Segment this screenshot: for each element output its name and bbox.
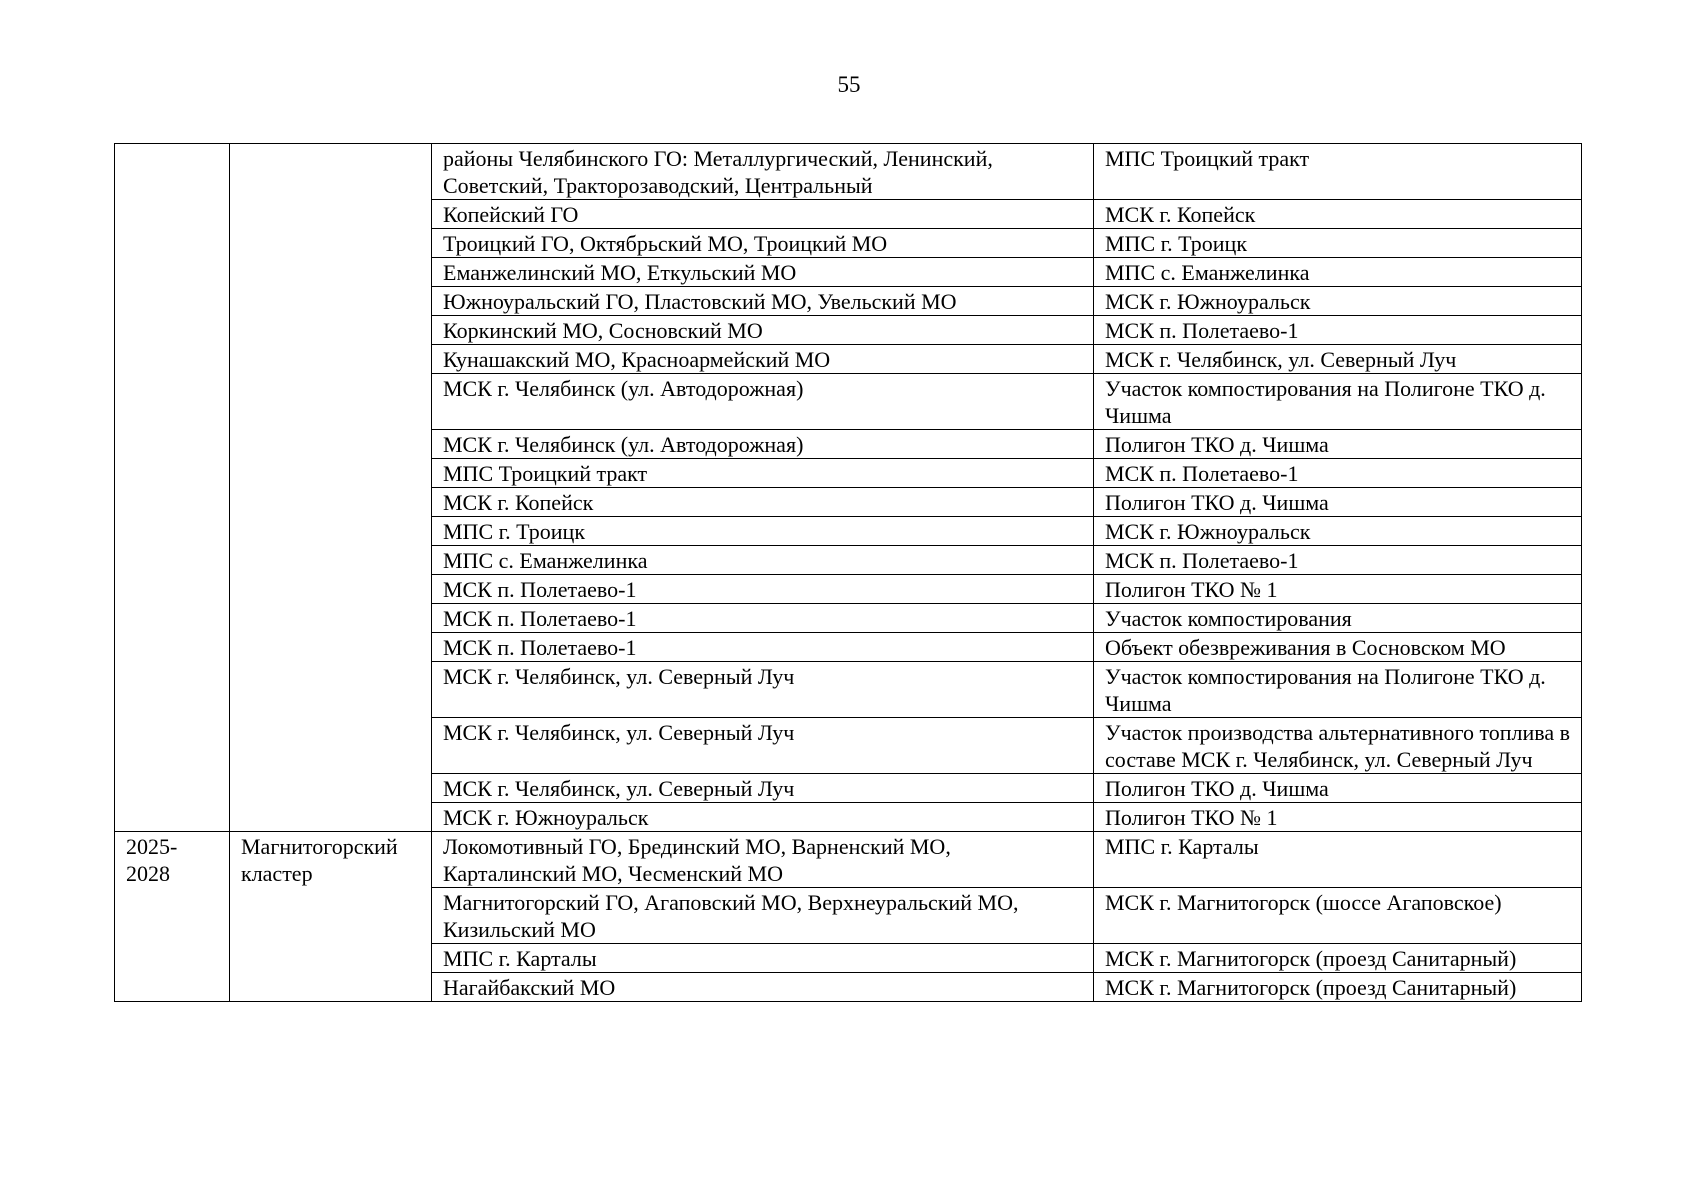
destination-cell: МСК п. Полетаево-1: [1094, 316, 1582, 345]
source-cell: МСК г. Челябинск (ул. Автодорожная): [432, 374, 1094, 430]
destination-cell: МПС Троицкий тракт: [1094, 144, 1582, 200]
source-cell: МСК г. Копейск: [432, 488, 1094, 517]
page-number: 55: [837, 72, 861, 97]
destination-cell: Полигон ТКО № 1: [1094, 803, 1582, 832]
source-cell: Еманжелинский МО, Еткульский МО: [432, 258, 1094, 287]
destination-cell: Участок компостирования на Полигоне ТКО д. Чишма: [1094, 662, 1582, 718]
source-cell: МСК г. Челябинск, ул. Северный Луч: [432, 662, 1094, 718]
table-row: [115, 832, 1582, 888]
destination-cell: МПС г. Карталы: [1094, 832, 1582, 888]
source-cell: Южноуральский ГО, Пластовский МО, Увельский МО: [432, 287, 1094, 316]
source-cell: МСК г. Челябинск, ул. Северный Луч: [432, 774, 1094, 803]
cluster-cell: [230, 144, 432, 832]
destination-cell: Участок производства альтернативного топлива в составе МСК г. Челябинск, ул. Северный Луч: [1094, 718, 1582, 774]
table-row: [115, 144, 1582, 200]
source-cell: МПС Троицкий тракт: [432, 459, 1094, 488]
period-cell: [115, 144, 230, 832]
waste-routing-table: [114, 143, 1582, 1002]
source-cell: Нагайбакский МО: [432, 973, 1094, 1002]
destination-cell: МПС г. Троицк: [1094, 229, 1582, 258]
destination-cell: Полигон ТКО д. Чишма: [1094, 488, 1582, 517]
source-cell: МСК п. Полетаево-1: [432, 633, 1094, 662]
destination-cell: МСК г. Южноуральск: [1094, 287, 1582, 316]
source-cell: МПС с. Еманжелинка: [432, 546, 1094, 575]
destination-cell: Полигон ТКО д. Чишма: [1094, 774, 1582, 803]
destination-cell: Полигон ТКО № 1: [1094, 575, 1582, 604]
destination-cell: Объект обезвреживания в Сосновском МО: [1094, 633, 1582, 662]
source-cell: МСК г. Челябинск (ул. Автодорожная): [432, 430, 1094, 459]
destination-cell: МСК г. Челябинск, ул. Северный Луч: [1094, 345, 1582, 374]
source-cell: Троицкий ГО, Октябрьский МО, Троицкий МО: [432, 229, 1094, 258]
source-cell: Копейский ГО: [432, 200, 1094, 229]
source-cell: МПС г. Троицк: [432, 517, 1094, 546]
source-cell: МСК г. Челябинск, ул. Северный Луч: [432, 718, 1094, 774]
destination-cell: МСК г. Магнитогорск (шоссе Агаповское): [1094, 888, 1582, 944]
source-cell: Локомотивный ГО, Брединский МО, Варненский МО, Карталинский МО, Чесменский МО: [432, 832, 1094, 888]
destination-cell: МСК п. Полетаево-1: [1094, 459, 1582, 488]
source-cell: МСК п. Полетаево-1: [432, 575, 1094, 604]
source-cell: МПС г. Карталы: [432, 944, 1094, 973]
source-cell: Магнитогорский ГО, Агаповский МО, Верхнеуральский МО, Кизильский МО: [432, 888, 1094, 944]
destination-cell: МПС с. Еманжелинка: [1094, 258, 1582, 287]
destination-cell: МСК г. Копейск: [1094, 200, 1582, 229]
destination-cell: МСК г. Магнитогорск (проезд Санитарный): [1094, 973, 1582, 1002]
destination-cell: МСК г. Магнитогорск (проезд Санитарный): [1094, 944, 1582, 973]
source-cell: Кунашакский МО, Красноармейский МО: [432, 345, 1094, 374]
source-cell: Коркинский МО, Сосновский МО: [432, 316, 1094, 345]
period-cell: 2025-2028: [115, 832, 230, 1002]
destination-cell: Участок компостирования: [1094, 604, 1582, 633]
source-cell: МСК г. Южноуральск: [432, 803, 1094, 832]
destination-cell: Полигон ТКО д. Чишма: [1094, 430, 1582, 459]
source-cell: районы Челябинского ГО: Металлургический, Ленинский, Советский, Тракторозаводский, Центральный: [432, 144, 1094, 200]
destination-cell: МСК г. Южноуральск: [1094, 517, 1582, 546]
source-cell: МСК п. Полетаево-1: [432, 604, 1094, 633]
destination-cell: МСК п. Полетаево-1: [1094, 546, 1582, 575]
destination-cell: Участок компостирования на Полигоне ТКО д. Чишма: [1094, 374, 1582, 430]
cluster-cell: Магнитогорский кластер: [230, 832, 432, 1002]
